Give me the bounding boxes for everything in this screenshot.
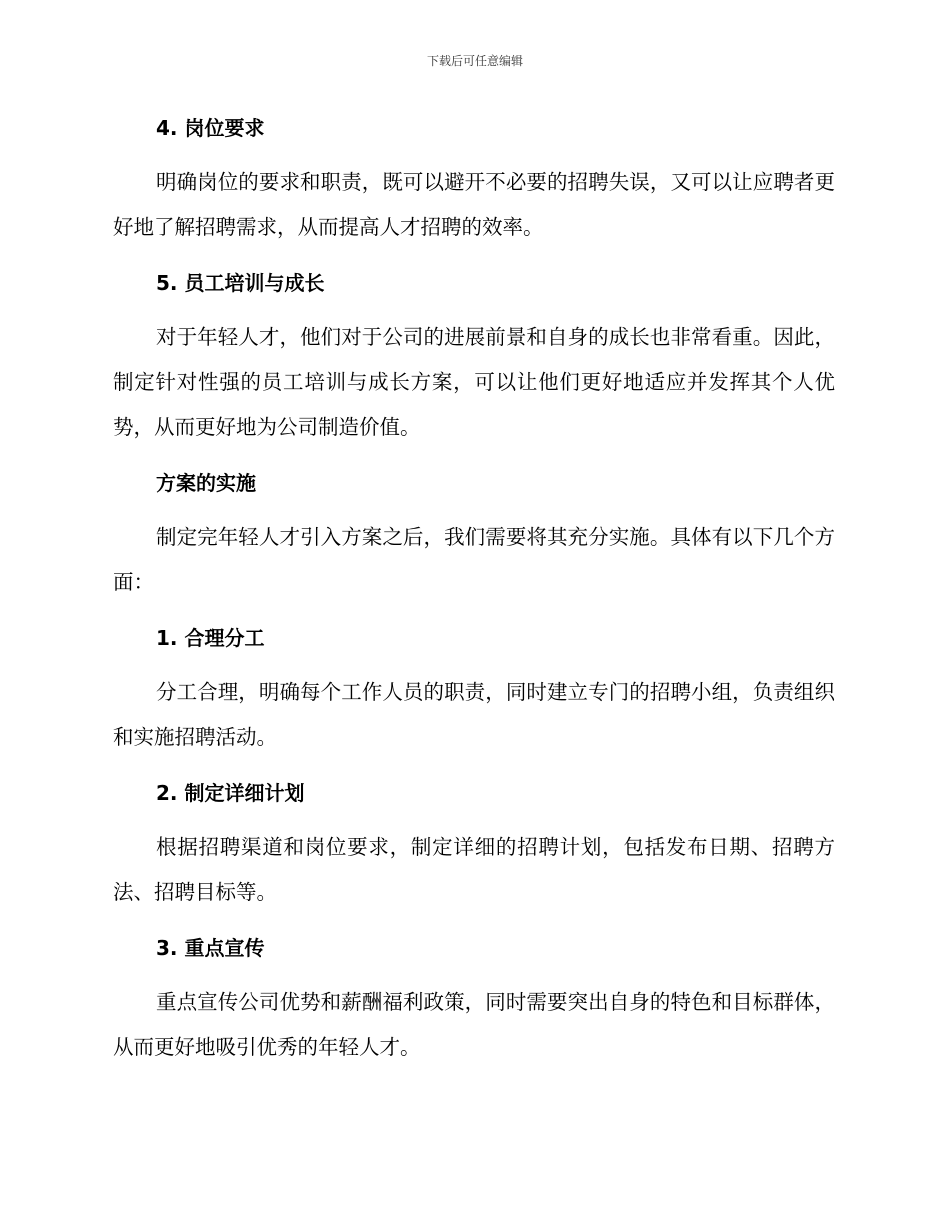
section-paragraph: 重点宣传公司优势和薪酬福利政策，同时需要突出自身的特色和目标群体，从而更好地吸引优秀的年轻人才。 — [113, 990, 835, 1059]
section-paragraph: 对于年轻人才，他们对于公司的进展前景和自身的成长也非常看重。因此，制定针对性强的员工培训与成长方案，可以让他们更好地适应并发挥其个人优势，从而更好地为公司制造价值。 — [113, 325, 835, 439]
section-detailed-plan — [113, 775, 835, 930]
section-heading: 2. 制定详细计划 — [156, 781, 305, 805]
section-heading: 方案的实施 — [156, 471, 256, 495]
section-division-of-labor — [113, 620, 835, 775]
section-paragraph: 分工合理，明确每个工作人员的职责，同时建立专门的招聘小组，负责组织和实施招聘活动。 — [113, 680, 835, 749]
page-header: 下载后可任意编辑 — [426, 54, 523, 68]
section-heading: 1. 合理分工 — [156, 626, 265, 650]
section-implementation — [113, 465, 835, 620]
document-body — [113, 110, 835, 1070]
section-heading: 3. 重点宣传 — [156, 936, 265, 960]
section-paragraph: 明确岗位的要求和职责，既可以避开不必要的招聘失误，又可以让应聘者更好地了解招聘需求，从而提高人才招聘的效率。 — [113, 170, 835, 239]
section-heading: 4. 岗位要求 — [156, 116, 265, 140]
section-position-requirements — [113, 110, 835, 265]
section-paragraph: 制定完年轻人才引入方案之后，我们需要将其充分实施。具体有以下几个方面： — [113, 525, 835, 594]
section-key-promotion — [113, 930, 835, 1070]
section-employee-training — [113, 265, 835, 465]
section-heading: 5. 员工培训与成长 — [156, 271, 325, 295]
section-paragraph: 根据招聘渠道和岗位要求，制定详细的招聘计划，包括发布日期、招聘方法、招聘目标等。 — [113, 835, 835, 904]
